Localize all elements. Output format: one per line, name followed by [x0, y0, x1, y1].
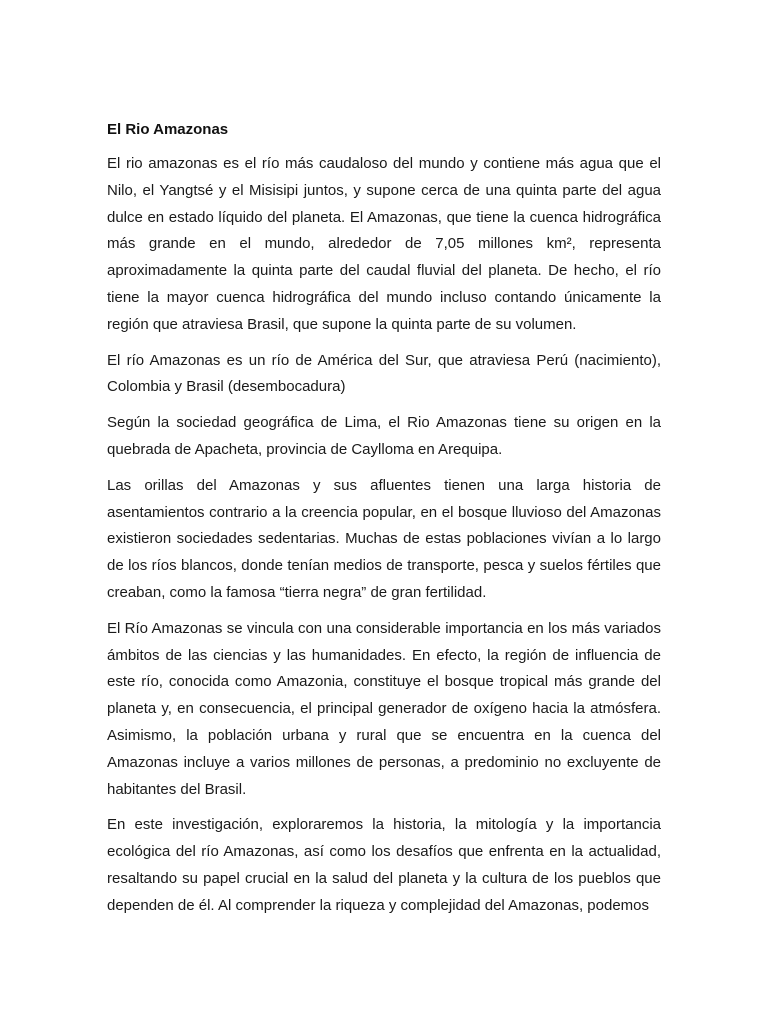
- paragraph-6: En este investigación, exploraremos la historia, la mitología y la importancia ecológica del río Amazonas, así como los desafíos que enfrenta en la actualidad, resaltando su papel crucial en la salud del planeta y la cultura de los pueblos que dependen de él. Al comprender la riqueza y complejidad del Amazonas, podemos: [107, 816, 661, 914]
- document-body: [107, 119, 661, 929]
- paragraph-5: El Río Amazonas se vincula con una considerable importancia en los más variados ámbitos de las ciencias y las humanidades. En efecto, la región de influencia de este río, conocida como Amazonia, constituye el bosque tropical más grande del planeta y, en consecuencia, el principal generador de oxígeno hacia la atmósfera. Asimismo, la población urbana y rural que se encuentra en la cuenca del Amazonas incluye a varios millones de personas, a predominio no excluyente de habitantes del Brasil.: [107, 619, 661, 798]
- paragraph-3: Según la sociedad geográfica de Lima, el Rio Amazonas tiene su origen en la quebrada de Apacheta, provincia de Caylloma en Arequipa.: [107, 414, 661, 458]
- paragraph-2: El río Amazonas es un río de América del Sur, que atraviesa Perú (nacimiento), Colombia y Brasil (desembocadura): [107, 351, 661, 396]
- paragraph-4: Las orillas del Amazonas y sus afluentes tienen una larga historia de asentamientos contrario a la creencia popular, en el bosque lluvioso del Amazonas existieron sociedades sedentarias. Muchas de estas poblaciones vivían a lo largo de los ríos blancos, donde tenían medios de transporte, pesca y suelos fértiles que creaban, como la famosa “tierra negra” de gran fertilidad.: [107, 476, 661, 601]
- paragraph-1: El rio amazonas es el río más caudaloso del mundo y contiene más agua que el Nilo, el Yangtsé y el Misisipi juntos, y supone cerca de una quinta parte del agua dulce en estado líquido del planeta. El Amazonas, que tiene la cuenca hidrográfica más grande en el mundo, alrededor de 7,05 millones km², representa aproximadamente la quinta parte del caudal fluvial del planeta. De hecho, el río tiene la mayor cuenca hidrográfica del mundo incluso contando únicamente la región que atraviesa Brasil, que supone la quinta parte de su volumen.: [107, 155, 661, 333]
- document-title: El Rio Amazonas: [107, 121, 229, 138]
